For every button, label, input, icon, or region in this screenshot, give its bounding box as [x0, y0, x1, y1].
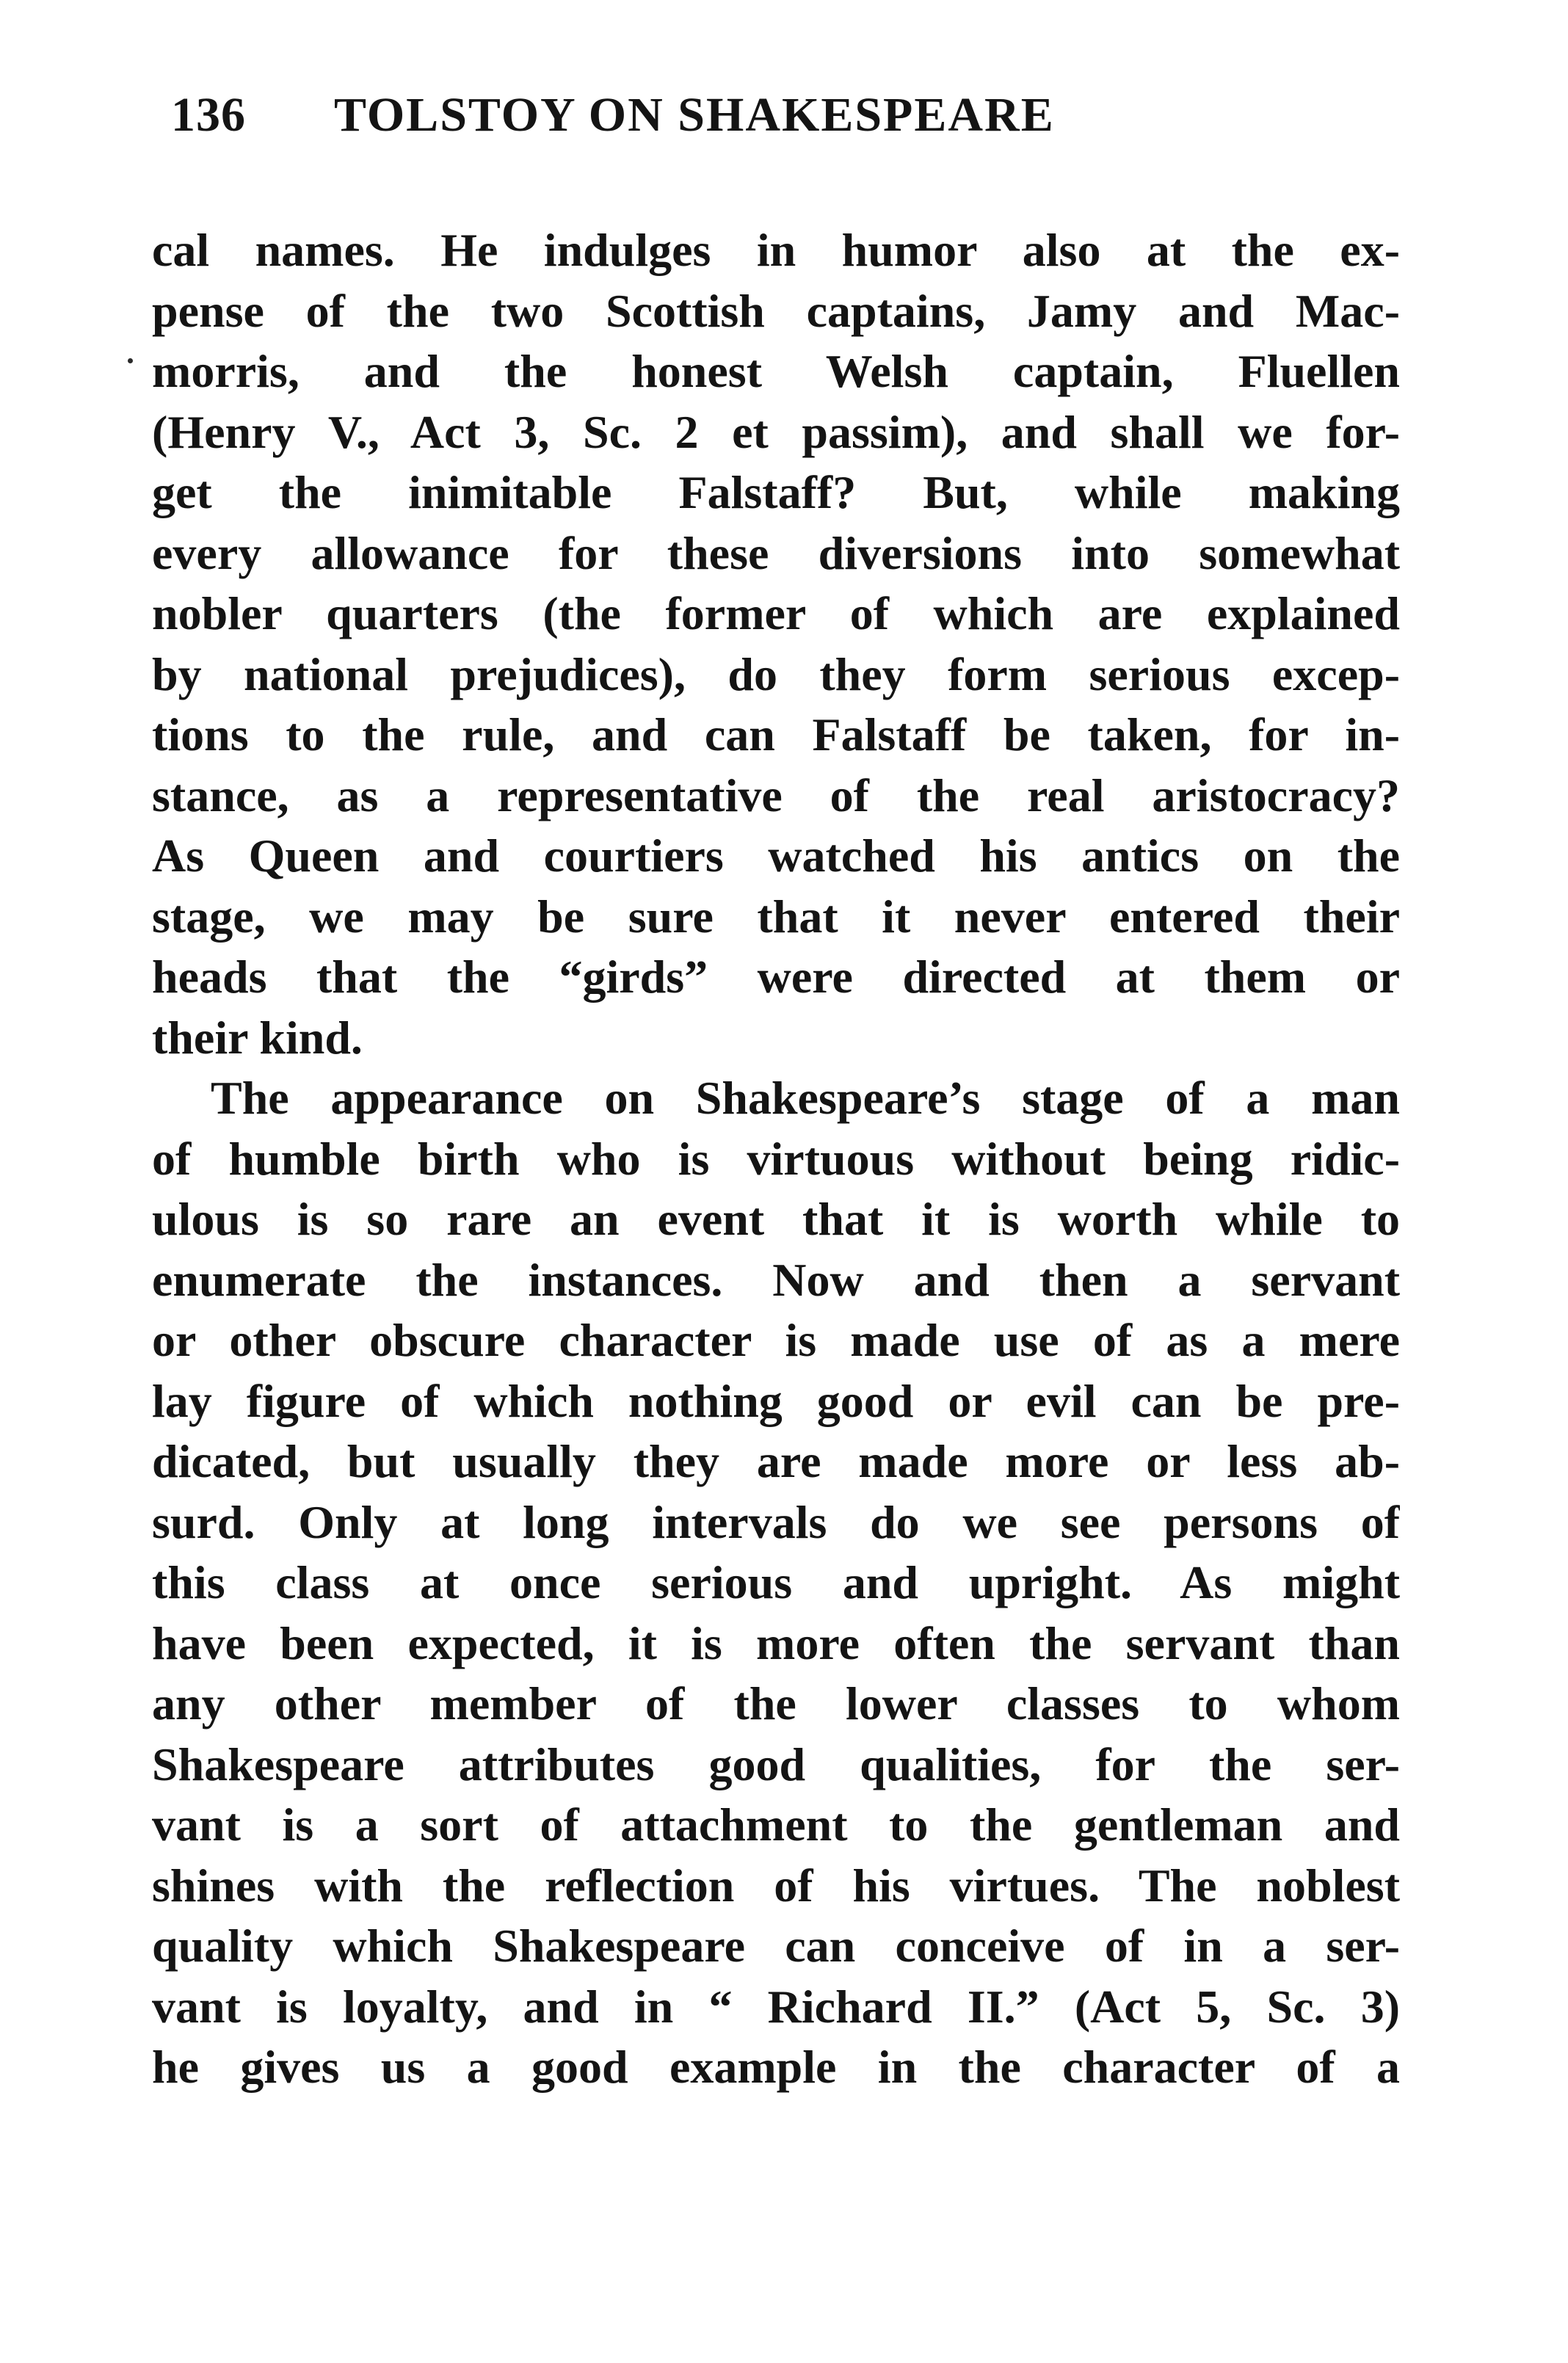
running-head — [171, 82, 1390, 148]
margin-speck — [128, 358, 133, 363]
text-line: enumerate the instances. Now and then a servant — [152, 1253, 1400, 1306]
text-line: stage, we may be sure that it never entered their — [152, 890, 1400, 943]
text-line: ulous is so rare an event that it is worth while to — [152, 1193, 1400, 1245]
running-title: TOLSTOY ON SHAKESPEARE — [334, 88, 1055, 142]
page-number: 136 — [171, 88, 246, 142]
text-line: quality which Shakespeare can conceive of in a ser- — [152, 1920, 1400, 1972]
text-line: cal names. He indulges in humor also at the ex- — [152, 224, 1400, 276]
text-line: nobler quarters (the former of which are explained — [152, 587, 1400, 639]
text-line: shines with the reflection of his virtues. The noblest — [152, 1859, 1400, 1912]
text-line: (Henry V., Act 3, Sc. 2 et passim), and shall we for- — [152, 405, 1400, 458]
text-line: stance, as a representative of the real aristocracy? — [152, 769, 1400, 821]
text-line: every allowance for these diversions into somewhat — [152, 526, 1400, 579]
text-line: dicated, but usually they are made more or less ab- — [152, 1435, 1400, 1487]
text-line: The appearance on Shakespeare’s stage of a man — [211, 1072, 1400, 1124]
text-line: Shakespeare attributes good qualities, for the ser- — [152, 1738, 1400, 1790]
text-line: any other member of the lower classes to whom — [152, 1677, 1400, 1729]
text-line: morris, and the honest Welsh captain, Fluellen — [152, 345, 1400, 397]
text-line: surd. Only at long intervals do we see persons of — [152, 1495, 1400, 1548]
text-line: vant is a sort of attachment to the gentleman and — [152, 1798, 1400, 1851]
text-line: pense of the two Scottish captains, Jamy and Mac- — [152, 284, 1400, 337]
text-line: of humble birth who is virtuous without being ridic- — [152, 1132, 1400, 1185]
text-line: get the inimitable Falstaff? But, while making — [152, 466, 1400, 518]
text-line: this class at once serious and upright. As might — [152, 1556, 1400, 1608]
text-line: heads that the “girds” were directed at them or — [152, 951, 1400, 1003]
text-line: or other obscure character is made use of as a mere — [152, 1314, 1400, 1366]
paragraph-1 — [152, 220, 1400, 1068]
text-line: have been expected, it is more often the servant than — [152, 1616, 1400, 1669]
text-line: As Queen and courtiers watched his antics on the — [152, 830, 1400, 882]
text-line: tions to the rule, and can Falstaff be taken, for in- — [152, 708, 1400, 761]
text-line: lay figure of which nothing good or evil can be pre- — [152, 1374, 1400, 1427]
text-line: he gives us a good example in the character of a — [152, 2041, 1400, 2093]
paragraph-2 — [152, 1068, 1400, 2098]
text-line: vant is loyalty, and in “ Richard II.” (Act 5, Sc. 3) — [152, 1980, 1400, 2033]
text-line: by national prejudices), do they form serious excep- — [152, 647, 1400, 700]
body-text — [152, 220, 1400, 2098]
text-line: their kind. — [152, 1011, 363, 1064]
